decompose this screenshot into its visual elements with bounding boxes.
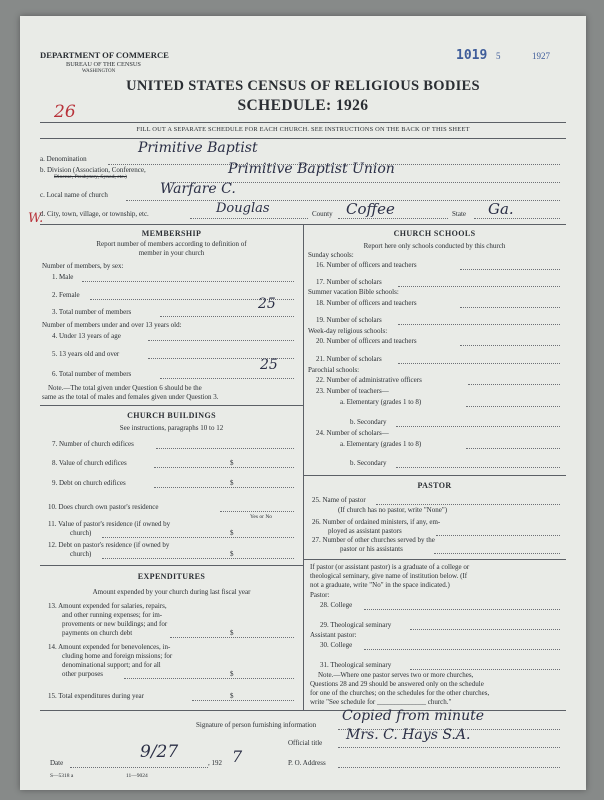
q30-line	[364, 649, 560, 650]
q19-label: 19. Number of scholars	[316, 316, 382, 324]
sunday-schools-label: Sunday schools:	[308, 251, 354, 259]
q14-dollar: $	[230, 670, 234, 678]
q29-line	[410, 629, 560, 630]
q29-label: 29. Theological seminary	[320, 621, 392, 629]
q17-line	[398, 286, 560, 287]
q10-residence-label: 10. Does church own pastor's residence	[48, 503, 159, 511]
q24b-line	[396, 467, 560, 468]
county-label: County	[312, 210, 333, 218]
county-value: Coffee	[346, 200, 395, 218]
q17-label: 17. Number of scholars	[316, 278, 382, 286]
q6-value: 25	[260, 357, 278, 373]
q2-female-label: 2. Female	[52, 291, 80, 299]
city-value: Douglas	[216, 201, 270, 216]
local-name-value: Warfare C.	[160, 181, 236, 197]
schools-intro: Report here only schools conducted by this church	[363, 242, 506, 250]
q12-dollar: $	[230, 550, 234, 558]
census-schedule-sheet	[20, 16, 586, 790]
q22-label: 22. Number of administrative officers	[316, 376, 422, 384]
membership-note-2: same as the total of males and females given under Question 3.	[42, 393, 219, 401]
q9-debt-edifices-label: 9. Debt on church edifices	[52, 479, 126, 487]
division-sub-label: Diocese, Presbytery, Synod, etc.)	[54, 174, 127, 180]
handwritten-number: 26	[54, 102, 76, 122]
po-address-line	[338, 767, 560, 768]
q4-line	[148, 340, 294, 341]
college-intro-3: not a graduate, write "No" in the space indicated.)	[310, 581, 450, 589]
signature-value: Copied from minute	[342, 708, 485, 724]
members-by-sex-label: Number of members, by sex:	[42, 262, 124, 270]
q19-line	[398, 324, 560, 325]
q22-line	[468, 384, 560, 385]
q27-line	[434, 553, 560, 554]
membership-intro-1: Report number of members according to definition of	[96, 240, 247, 248]
date-line	[70, 767, 208, 768]
q8-line	[154, 467, 294, 468]
q16-label: 16. Number of officers and teachers	[316, 261, 417, 269]
q23b-line	[396, 426, 560, 427]
local-name-label: c. Local name of church	[40, 191, 108, 199]
q21-line	[398, 363, 560, 364]
official-title-line	[338, 747, 560, 748]
city-line	[190, 218, 308, 219]
pastor-rule	[303, 475, 566, 476]
department-label: DEPARTMENT OF COMMERCE	[40, 50, 169, 60]
q12-residence-debt-label: 12. Debt on pastor's residence (if owned by	[48, 541, 170, 549]
q8-dollar: $	[230, 459, 234, 467]
print-code: 11—9024	[126, 773, 148, 779]
q1-male-label: 1. Male	[52, 273, 74, 281]
membership-intro-2: member in your church	[138, 249, 205, 257]
q13-line	[170, 637, 294, 638]
q25-line	[376, 504, 560, 505]
q4-under-13-label: 4. Under 13 years of age	[52, 332, 121, 340]
buildings-rule	[40, 405, 303, 406]
form-instruction: FILL OUT A SEPARATE SCHEDULE FOR EACH CHURCH. SEE INSTRUCTIONS ON THE BACK OF THIS SHEET	[136, 126, 470, 133]
q7-edifices-label: 7. Number of church edifices	[52, 440, 134, 448]
expenditures-title: EXPENDITURES	[137, 572, 206, 581]
q12-church-label: church)	[70, 550, 92, 558]
parochial-schools-label: Parochial schools:	[308, 366, 360, 374]
q11-church-label: church)	[70, 529, 92, 537]
bureau-label: BUREAU OF THE CENSUS	[66, 61, 141, 68]
county-line	[338, 218, 448, 219]
q11-line	[102, 537, 294, 538]
form-title: UNITED STATES CENSUS OF RELIGIOUS BODIES	[126, 78, 480, 94]
q8-value-edifices-label: 8. Value of church edifices	[52, 459, 127, 467]
margin-mark: W.	[28, 211, 44, 226]
q26-line-1: 26. Number of ordained ministers, if any, em-	[312, 518, 441, 526]
q6-line	[160, 378, 294, 379]
pastor-note-1: Note.—Where one pastor serves two or more churches,	[318, 671, 474, 679]
header-rule-top	[40, 122, 566, 123]
q15-total-label: 15. Total expenditures during year	[48, 692, 144, 700]
q25-label: 25. Name of pastor	[312, 496, 366, 504]
q11-dollar: $	[230, 529, 234, 537]
q21-label: 21. Number of scholars	[316, 355, 382, 363]
q26-line	[436, 535, 560, 536]
q23a-label: a. Elementary (grades 1 to 8)	[340, 398, 422, 406]
q11-residence-value-label: 11. Value of pastor's residence (if owned by	[48, 520, 171, 528]
assistant-pastor-label: Assistant pastor:	[310, 631, 357, 639]
form-subtitle: SCHEDULE: 1926	[237, 97, 369, 114]
pastor-title: PASTOR	[417, 481, 452, 490]
stamp-year: 1927	[532, 51, 550, 61]
q13-line-4: payments on church debt	[62, 629, 133, 637]
q10-line	[220, 511, 294, 512]
city-town-label: d. City, town, village, or township, etc.	[40, 210, 149, 218]
q18-label: 18. Number of officers and teachers	[316, 299, 417, 307]
q12-line	[102, 558, 294, 559]
date-value: 9/27	[140, 742, 179, 762]
date-year-prefix: , 192	[208, 759, 222, 767]
yes-no-hint: Yes or No	[250, 514, 273, 520]
q5-over-13-label: 5. 13 years old and over	[52, 350, 120, 358]
expenditures-rule	[40, 565, 303, 566]
college-intro-2: theological seminary, give name of institution below. (If	[310, 572, 468, 580]
po-address-label: P. O. Address	[288, 759, 326, 767]
date-year-hand: 7	[232, 747, 243, 766]
q30-label: 30. College	[320, 641, 353, 649]
q20-label: 20. Number of officers and teachers	[316, 337, 417, 345]
q13-line-3: provements or new buildings; and for	[62, 620, 168, 628]
q13-line-2: and other running expenses; for im-	[62, 611, 163, 619]
q7-line	[156, 448, 294, 449]
signature-label: Signature of person furnishing information	[196, 721, 317, 729]
q31-line	[410, 669, 560, 670]
q14-line-4: other purposes	[62, 670, 104, 678]
q18-line	[460, 307, 560, 308]
pastor-note-4: write "See schedule for ______________ church."	[310, 698, 452, 706]
schools-title: CHURCH SCHOOLS	[393, 229, 476, 238]
weekday-schools-label: Week-day religious schools:	[308, 327, 388, 335]
q16-line	[460, 269, 560, 270]
q3-total-label: 3. Total number of members	[52, 308, 132, 316]
official-title-label: Official title	[288, 739, 323, 747]
q26-line-2: ployed as assistant pastors	[328, 527, 402, 535]
q15-dollar: $	[230, 692, 234, 700]
state-line	[474, 218, 560, 219]
buildings-title: CHURCH BUILDINGS	[127, 411, 216, 420]
q13-line-1: 13. Amount expended for salaries, repairs,	[48, 602, 167, 610]
division-value: Primitive Baptist Union	[228, 161, 395, 177]
q28-label: 28. College	[320, 601, 353, 609]
q23a-line	[466, 406, 560, 407]
official-title-value: Mrs. C. Hays S.A.	[346, 727, 471, 743]
denomination-value: Primitive Baptist	[138, 140, 258, 156]
membership-note-1: Note.—The total given under Question 6 should be the	[48, 384, 202, 392]
pastor-note-2: Questions 28 and 29 should be answered only on the schedule	[310, 680, 484, 688]
membership-title: MEMBERSHIP	[141, 229, 202, 238]
city-label: WASHINGTON	[82, 69, 116, 74]
q9-line	[154, 487, 294, 488]
q24a-line	[466, 448, 560, 449]
q20-line	[460, 345, 560, 346]
q9-dollar: $	[230, 479, 234, 487]
grid-rule-bottom	[40, 710, 566, 711]
college-rule	[303, 559, 566, 560]
q24a-label: a. Elementary (grades 1 to 8)	[340, 440, 422, 448]
q23-label: 23. Number of teachers—	[316, 387, 389, 395]
header-rule-bottom	[40, 138, 566, 139]
stamp-suffix: 5	[496, 51, 501, 61]
q3-value: 25	[258, 296, 276, 312]
division-label: b. Division (Association, Conference,	[40, 166, 146, 174]
q6-total-label: 6. Total number of members	[52, 370, 132, 378]
q24-label: 24. Number of scholars—	[316, 429, 389, 437]
expenditures-intro: Amount expended by your church during last fiscal year	[92, 588, 251, 596]
q27-line-2: pastor or his assistants	[340, 545, 403, 553]
q14-line-2: cluding home and foreign missions; for	[62, 652, 173, 660]
q13-dollar: $	[230, 629, 234, 637]
buildings-intro: See instructions, paragraphs 10 to 12	[119, 424, 224, 432]
form-number: S—5318 a	[50, 773, 74, 779]
q23b-label: b. Secondary	[350, 418, 387, 426]
age-intro-label: Number of members under and over 13 years old:	[42, 321, 182, 329]
summer-schools-label: Summer vacation Bible schools:	[308, 288, 399, 296]
q14-line-3: denominational support; and for all	[62, 661, 161, 669]
q25-sub: (If church has no pastor, write "None")	[338, 506, 448, 514]
q15-line	[192, 700, 294, 701]
q14-line-1: 14. Amount expended for benevolences, in-	[48, 643, 171, 651]
denomination-label: a. Denomination	[40, 155, 87, 163]
q28-line	[364, 609, 560, 610]
q3-line	[160, 316, 294, 317]
pastor-sub-label: Pastor:	[310, 591, 330, 599]
column-divider	[303, 224, 304, 710]
q24b-label: b. Secondary	[350, 459, 387, 467]
state-label: State	[452, 210, 466, 218]
q1-line	[82, 281, 294, 282]
q27-line-1: 27. Number of other churches served by the	[312, 536, 435, 544]
stamp-number: 1019	[456, 48, 488, 63]
date-label: Date	[50, 759, 64, 767]
state-value: Ga.	[488, 200, 514, 218]
pastor-note-3: for one of the churches; on the schedules for the other churches,	[310, 689, 490, 697]
q14-line	[124, 678, 294, 679]
q31-label: 31. Theological seminary	[320, 661, 392, 669]
college-intro-1: If pastor (or assistant pastor) is a graduate of a college or	[310, 563, 470, 571]
